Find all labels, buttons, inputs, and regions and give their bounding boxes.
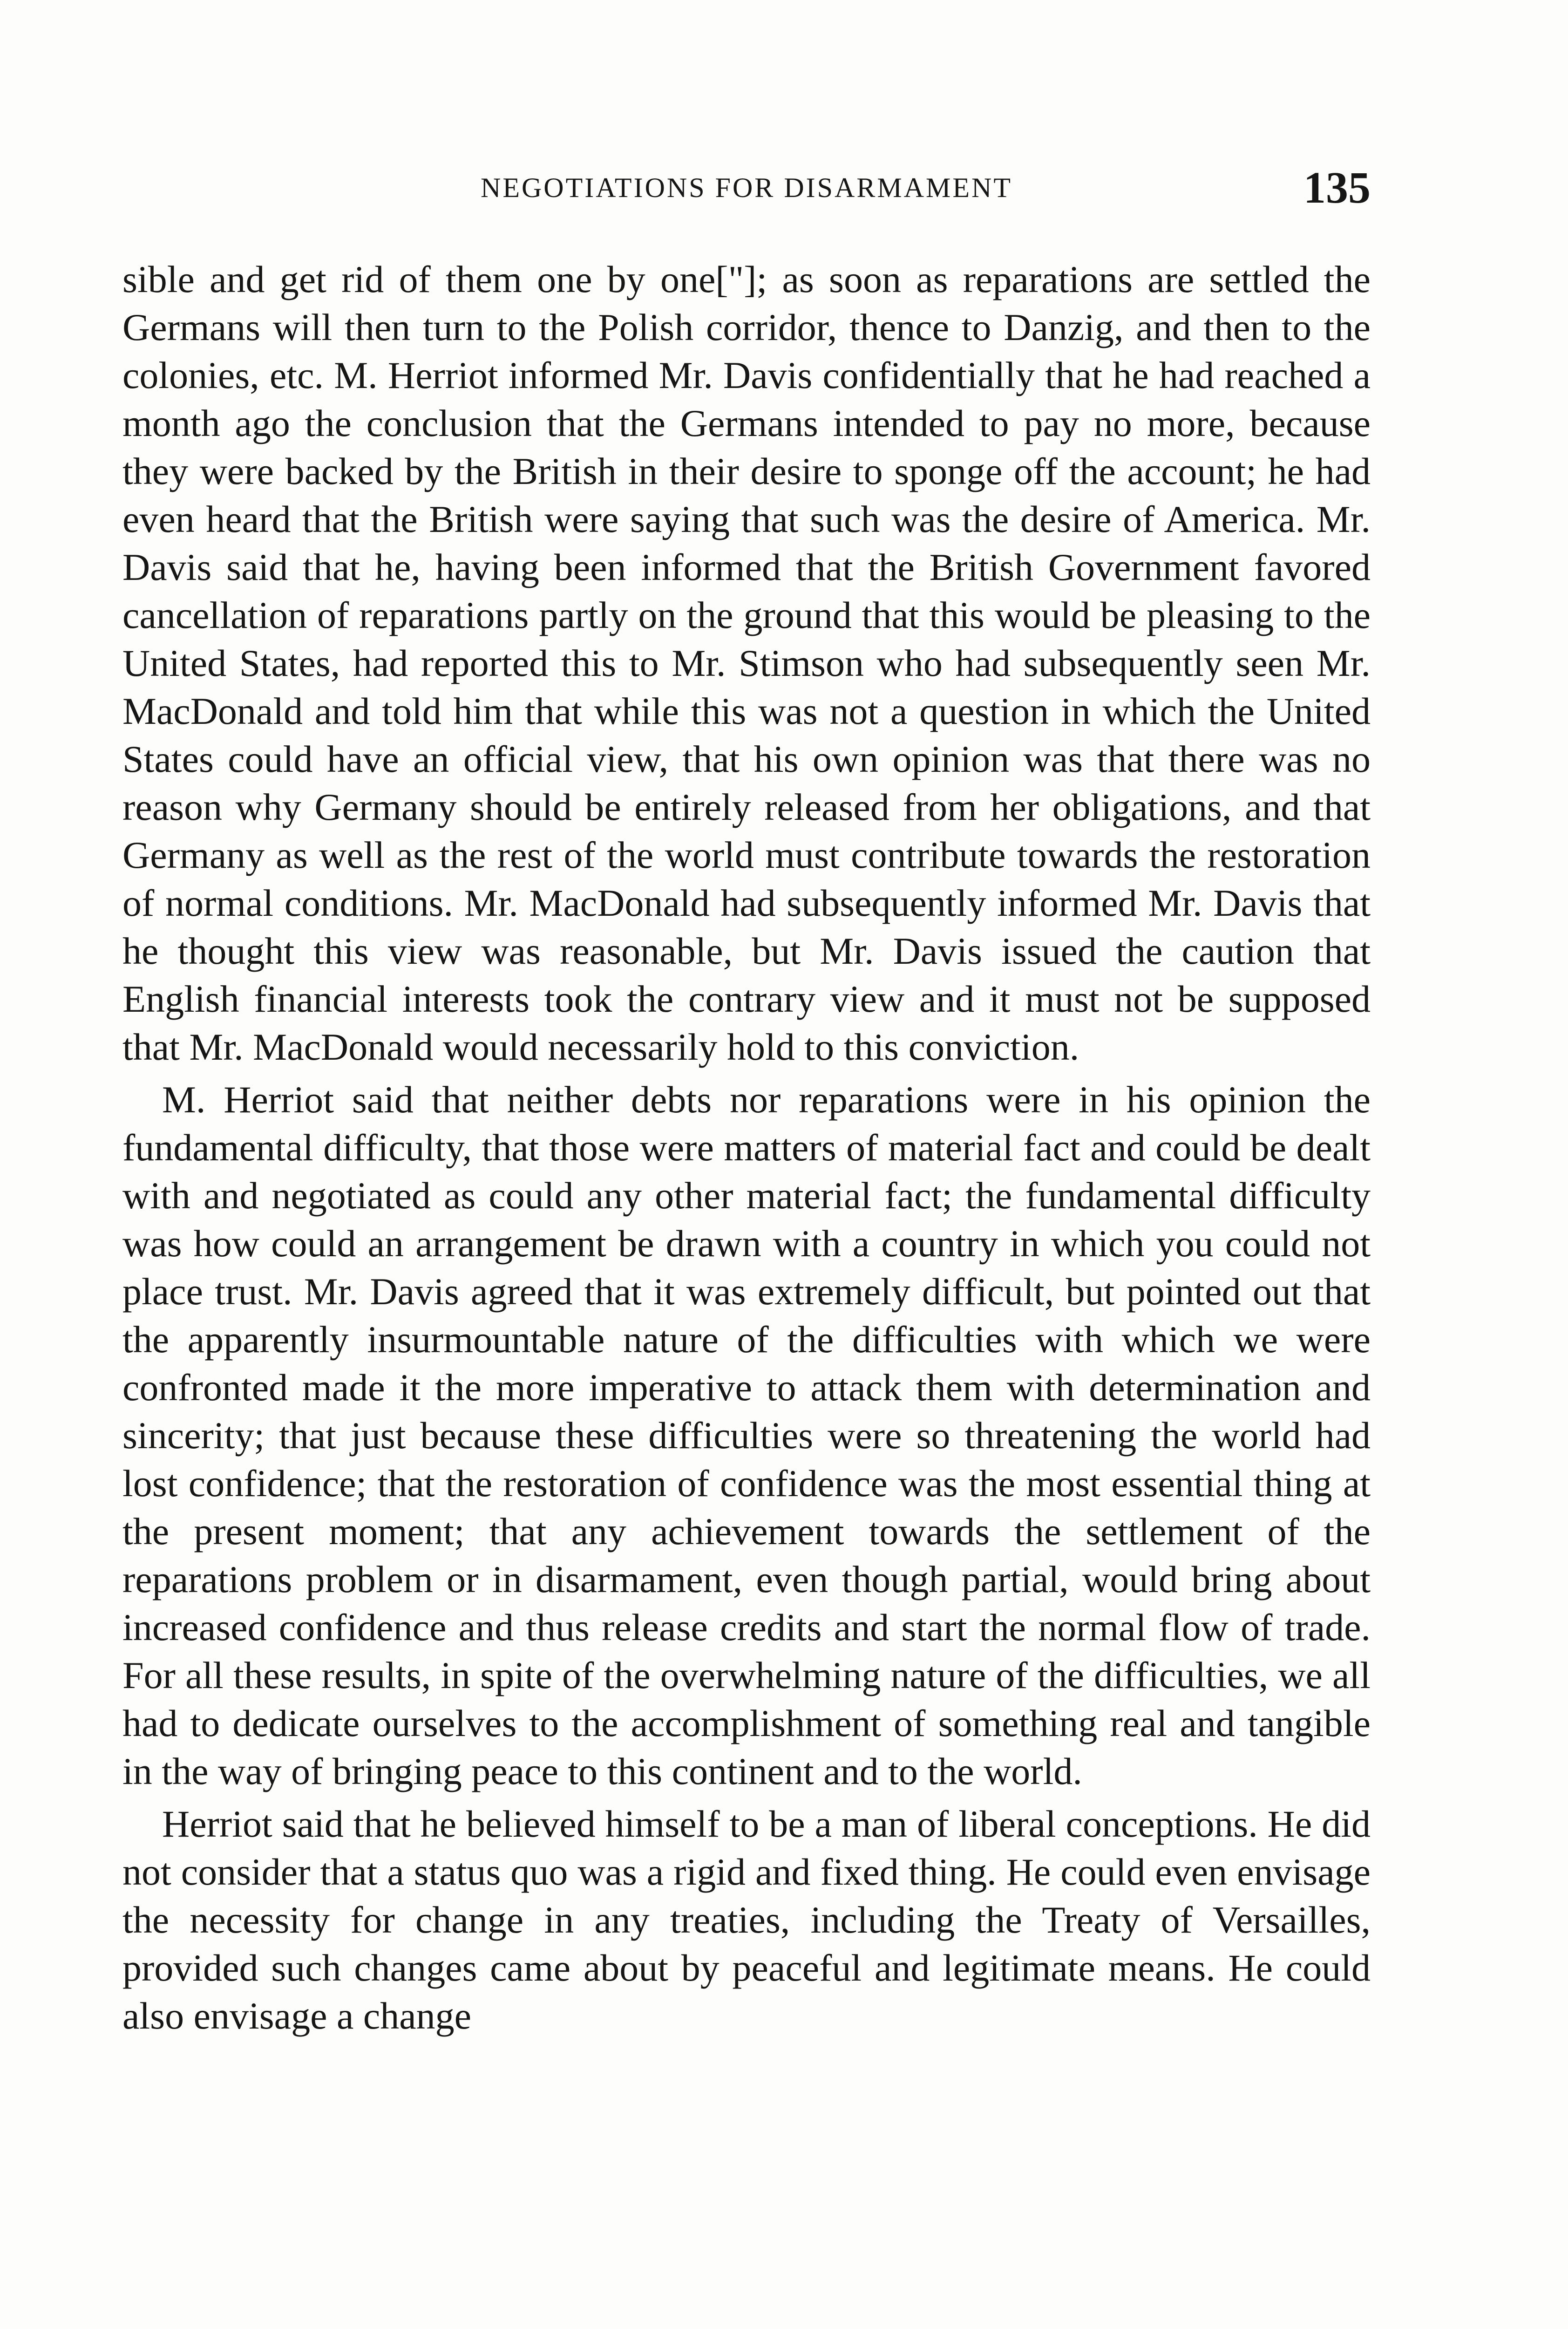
paragraph-continued: sible and get rid of them one by one["]; as soon as reparations are settled the Germans will then turn to the Polish corridor, thence to Danzig, and then to the colonies, etc. M. Herriot informed Mr. Davis confidentially that he had reached a month ago the conclusion that the Germans intended to pay no more, because they were backed by the British in their desire to sponge off the account; he had even heard that the British were saying that such was the desire of America. Mr. Davis said that he, having been informed that the British Government favored cancellation of reparations partly on the ground that this would be pleasing to the United States, had reported this to Mr. Stimson who had subsequently seen Mr. MacDonald and told him that while this was not a question in which the United States could have an official view, that his own opinion was that there was no reason why Germany should be entirely released from her obligations, and that Germany as well as the rest of the world must contribute towards the restoration of normal conditions. Mr. MacDonald had subsequently informed Mr. Davis that he thought this view was reasonable, but Mr. Davis issued the caution that English financial interests took the contrary view and it must not be supposed that Mr. MacDonald would necessarily hold to this conviction. <box>122 258 1371 1068</box>
page-number: 135 <box>1303 163 1371 212</box>
running-head <box>122 165 1371 217</box>
paragraph-herriot-liberal: Herriot said that he believed himself to be a man of liberal conceptions. He did not consider that a status quo was a rigid and fixed thing. He could even envisage the necessity for change in any treaties, including the Treaty of Versailles, provided such changes came about by peaceful and legitimate means. He could also envisage a change <box>122 1803 1371 2037</box>
running-title: NEGOTIATIONS FOR DISARMAMENT <box>480 172 1013 203</box>
body-text <box>122 255 1371 2040</box>
paragraph-herriot-debts: M. Herriot said that neither debts nor reparations were in his opinion the fundamental difficulty, that those were matters of material fact and could be dealt with and negotiated as could any other material fact; the fundamental difficulty was how could an arrangement be drawn with a country in which you could not place trust. Mr. Davis agreed that it was extremely difficult, but pointed out that the apparently insurmountable nature of the difficulties with which we were confronted made it the more imperative to attack them with determination and sincerity; that just because these difficulties were so threatening the world had lost confidence; that the restoration of confidence was the most essential thing at the present moment; that any achievement towards the settlement of the reparations problem or in disarmament, even though partial, would bring about increased confidence and thus release credits and start the normal flow of trade. For all these results, in spite of the overwhelming nature of the difficulties, we all had to dedicate ourselves to the accomplishment of something real and tangible in the way of bringing peace to this continent and to the world. <box>122 1078 1371 1792</box>
